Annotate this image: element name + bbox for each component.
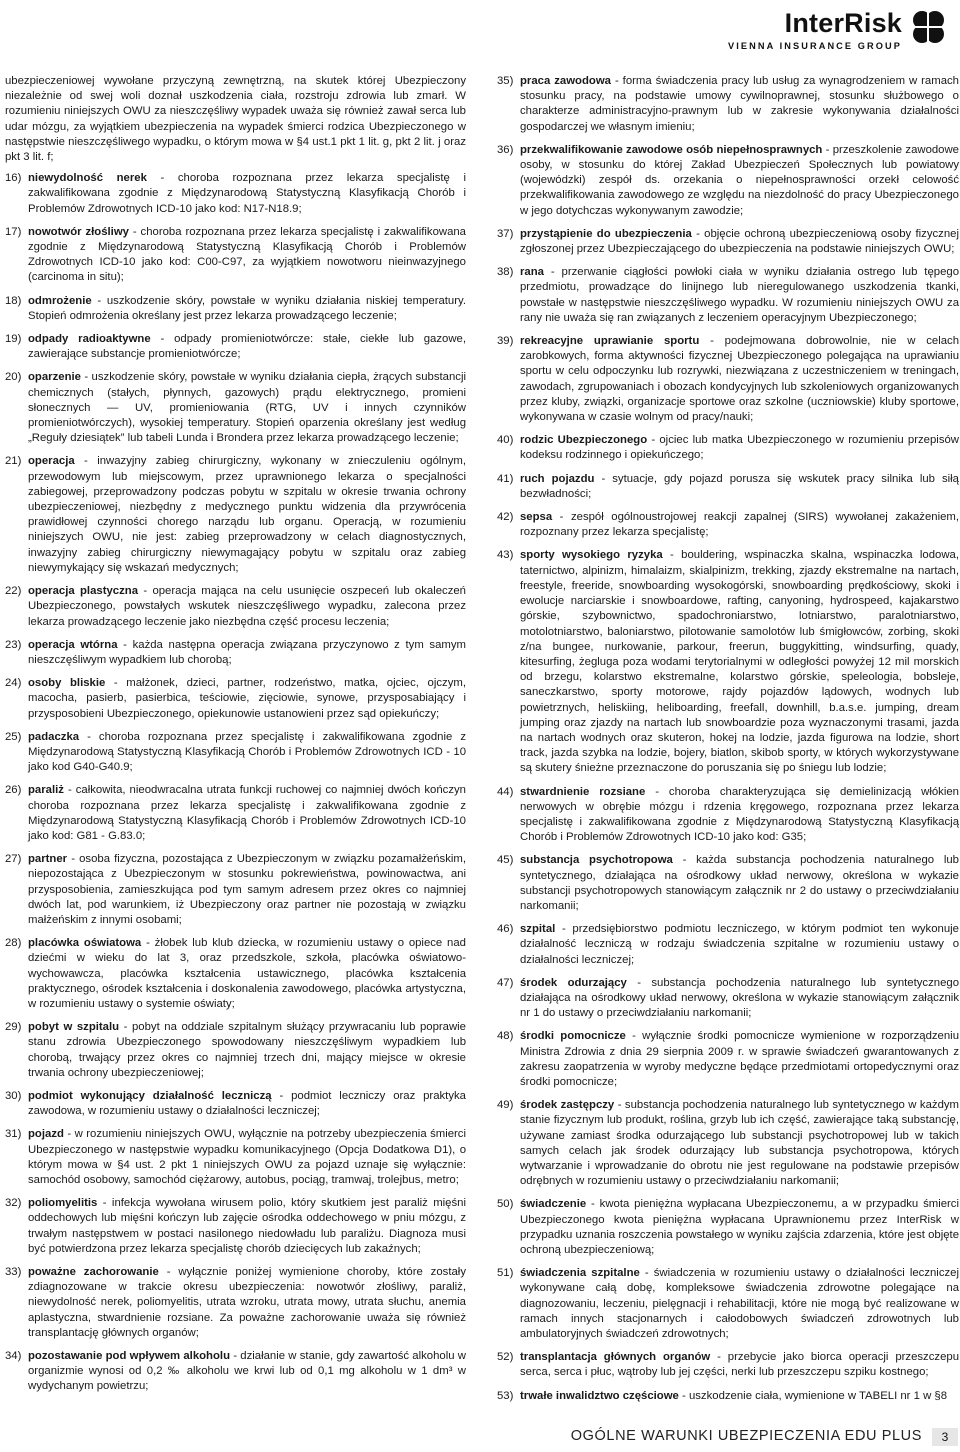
definition-number: 18)	[5, 294, 22, 307]
definition-body	[520, 976, 959, 1022]
definition-text: - wyłącznie środki pomocnicze wymienione w rozporządzeniu Ministra Zdrowia z dnia 29 sierpnia 2009 r. w sprawie świadczeń gwarantowanych z zakresu zaopatrzenia w wyroby medyczne będące przedmiotami ortopedycznymi oraz środki pomocnicze;	[520, 1030, 959, 1088]
definition-number: 37)	[497, 227, 514, 240]
definition-item	[5, 1349, 466, 1395]
definition-item	[5, 370, 466, 446]
definition-term: sporty wysokiego ryzyka	[520, 549, 663, 562]
definition-item	[497, 1197, 959, 1258]
definition-term: paraliż	[28, 784, 64, 797]
definition-body	[28, 1089, 466, 1119]
definition-body	[520, 472, 959, 502]
definition-body	[520, 1197, 959, 1258]
definition-item	[5, 1089, 466, 1119]
definition-body	[520, 265, 959, 326]
definition-item	[497, 853, 959, 914]
definition-body	[28, 171, 466, 217]
definition-item	[497, 334, 959, 425]
definition-number: 30)	[5, 1089, 22, 1102]
definition-text: - w rozumieniu niniejszych OWU, wyłącznie na potrzeby ubezpieczenia śmierci Ubezpieczonego w następstwie wypadku komunikacyjnego (Opcja Dodatkowa D1), o którym mowa w §4 ust. 2 pkt 1 niniejszych OWU za pojazd uznaje się wyłącznie: samochód osobowy, samochód ciężarowy, autobus, pociąg, tramwaj, trolejbus, metro;	[28, 1128, 466, 1186]
definition-text: - choroba rozpoznana przez lekarza specjalistę i zakwalifikowana zgodnie z Międzynarodową Statystyczną Klasyfikacją Chorób i Problemów Zdrowotnych ICD-10 jako kod: N17-N18.9;	[28, 172, 466, 215]
definition-text: - choroba rozpoznana przez specjalistę i zakwalifikowana zgodnie z Międzynarodową Statystyczną Klasyfikacją Chorób i Problemów Zdrowotnych ICD - 10 jako kod G40-G40.9;	[28, 730, 466, 774]
definition-term: ruch pojazdu	[520, 472, 595, 485]
definition-body	[520, 922, 959, 968]
definition-body	[28, 676, 466, 722]
definition-text: - ojciec lub matka Ubezpieczonego w rozumieniu przepisów kodeksu rodzinnego i opiekuńczego;	[520, 434, 959, 462]
definition-item	[497, 1029, 959, 1090]
definition-item	[497, 1266, 959, 1342]
definition-text: - sytuacje, gdy pojazd porusza się wskutek pracy silnika lub siłą bezwładności;	[520, 472, 959, 500]
definition-item	[497, 548, 959, 776]
definition-number: 32)	[5, 1197, 22, 1210]
definition-number: 45)	[497, 854, 514, 867]
definition-text: - forma świadczenia pracy lub usług za wynagrodzeniem w ramach stosunku pracy, na podstawie umowy cywilnoprawnej, stosunku służbowego o charakterze administracyjno-prawnym lub w zakresie wykonywania działalności gospodarczej we własnym imieniu;	[520, 75, 959, 133]
definition-number: 36)	[497, 143, 514, 156]
definition-term: sepsa	[520, 511, 553, 524]
clover-logo-icon	[908, 8, 948, 48]
definition-number: 51)	[497, 1267, 514, 1280]
right-column	[497, 74, 959, 1412]
definition-body	[520, 1389, 959, 1404]
definition-term: operacja	[28, 455, 75, 468]
definition-body	[520, 433, 959, 463]
definition-term: podmiot wykonujący działalność leczniczą	[28, 1089, 272, 1102]
definition-number: 16)	[5, 172, 22, 185]
definition-text: - uszkodzenie ciała, wymienione w TABELI nr 1 w §8	[678, 1389, 948, 1402]
definition-term: niewydolność nerek	[28, 172, 147, 185]
definition-item	[5, 1196, 466, 1257]
definition-item	[5, 294, 466, 324]
definition-term: rodzic Ubezpieczonego	[520, 434, 648, 447]
definition-body	[28, 1127, 466, 1188]
definition-number: 43)	[497, 549, 514, 562]
definition-text: - całkowita, nieodwracalna utrata funkcji ruchowej co najmniej dwóch kończyn choroba rozpoznana przez lekarza specjalistę i zakwalifikowana zgodnie z Międzynarodową Statystyczną Klasyfikacją Chorób i Problemów Zdrowotnych ICD-10 jako kod: G81 - G.83.0;	[28, 784, 466, 842]
definition-number: 31)	[5, 1128, 22, 1141]
definition-item	[5, 1127, 466, 1188]
definition-item	[497, 976, 959, 1022]
definition-item	[497, 227, 959, 257]
definition-number: 24)	[5, 677, 22, 690]
definition-term: oparzenie	[28, 371, 81, 384]
definition-text: - przedsiębiorstwo podmiotu leczniczego, w którym podmiot ten wykonuje działalność leczniczą w rodzaju świadczenia szpitalne w rozumieniu ustawy o działalności leczniczej;	[520, 923, 959, 966]
definition-number: 27)	[5, 853, 22, 866]
definition-item	[497, 922, 959, 968]
definitions-list-right	[497, 74, 959, 1404]
brand-name: InterRisk	[784, 8, 902, 38]
definition-item	[5, 1265, 466, 1341]
definition-text: - operacja mająca na celu usunięcie oszpeceń lub okaleczeń Ubezpieczonego, powstałych wskutek nieszczęśliwego wypadku, zalecona przez lekarza prowadzącego leczenie jako niezbędna część procesu leczenia;	[28, 585, 466, 628]
definition-body	[28, 294, 466, 324]
definition-text: - zespół ogólnoustrojowej reakcji zapalnej (SIRS) wywołanej zakażeniem, rozpoznany przez lekarza specjalistę;	[520, 511, 959, 539]
definition-number: 19)	[5, 333, 22, 346]
definition-item	[497, 265, 959, 326]
definition-term: osoby bliskie	[28, 677, 106, 690]
definition-text: - bouldering, wspinaczka skalna, wspinaczka lodowa, taternictwo, alpinizm, himalaizm, skialpinizm, trekking, zjazdy ekstremalne na nartach, freestyle, freeride, snowboarding wysokogórski, snowboarding prędkościowy, skoki i ewolucje narciarskie i snowboardowe, rafting, canyoning, hydrospeed, kajakarstwo górskie, szybownictwo, spadochroniarstwo, lotniarstwo, paralotniarstwo, motolotniarstwo, baloniarstwo, pilotowanie samolotów lub śmigłowców, zorbing, skoki z/na bungee, nurkowanie, parkour, freerun, buggykitting, windsurfing, quady, kitesurfing, żegluga poza wodami terytorialnymi w odległości powyżej 12 mil morskich od brzegu, kolarstwo ekstremalne, kolarstwo górskie, speleologia, bobsleje, saneczkarstwo, sporty motorowe, rajdy pojazdów lądowych, wodnych lub powietrznych, heliskiing, heliboarding, freefall, downhill, b.a.s.e. jumping, dream jumping oraz zjazdy na nartach lub snowboardzie poza wyznaczonymi trasami, jazda na nartach wodnych oraz skuteron, hokej na lodzie, jazda figurowa na lodzie, short track, jazda szybka na lodzie, bojery, biatlon, skibob sporty, w których wykorzystywane są skutery śnieżne przeznaczone do poruszania się po śniegu lub lodzie;	[520, 549, 959, 775]
definition-item	[497, 1098, 959, 1189]
definition-text: - podmiot leczniczy oraz praktyka zawodowa, w rozumieniu ustawy o działalności leczniczej;	[28, 1089, 466, 1118]
definition-number: 23)	[5, 638, 22, 651]
definition-number: 42)	[497, 511, 514, 524]
definition-term: środki pomocnicze	[520, 1030, 626, 1043]
definition-item	[497, 785, 959, 846]
definition-body	[28, 1020, 466, 1081]
definition-term: poliomyelitis	[28, 1197, 98, 1210]
definition-term: świadczenia szpitalne	[520, 1267, 640, 1280]
definition-body	[28, 584, 466, 630]
definition-term: operacja plastyczna	[28, 585, 138, 598]
definition-item	[497, 143, 959, 219]
definition-text: - pobyt na oddziale szpitalnym służący przywracaniu lub poprawie stanu zdrowia Ubezpieczonego spowodowany nieszczęśliwym wypadkiem lub chorobą, trwający przez okres co najmniej trzech dni, mający miejsce w okresie trwania ochrony ubezpieczeniowej;	[28, 1021, 466, 1079]
definition-term: poważne zachorowanie	[28, 1266, 159, 1279]
definition-text: - każda następna operacja związana przyczynowo z tym samym nieszczęśliwym wypadkiem lub chorobą;	[28, 638, 466, 666]
definition-body	[28, 1196, 466, 1257]
definition-number: 28)	[5, 937, 22, 950]
definition-number: 33)	[5, 1266, 22, 1279]
definition-term: rana	[520, 266, 544, 279]
definitions-list-left	[5, 171, 466, 1394]
definition-number: 20)	[5, 371, 22, 384]
definition-term: przekwalifikowanie zawodowe osób niepełnosprawnych	[520, 143, 823, 156]
left-column	[5, 74, 466, 1403]
definition-number: 35)	[497, 75, 514, 87]
definition-number: 17)	[5, 225, 22, 238]
definition-number: 44)	[497, 785, 514, 798]
definition-body	[28, 332, 466, 362]
definition-term: środek odurzający	[520, 976, 627, 989]
definition-item	[497, 1389, 959, 1404]
definition-term: świadczenie	[520, 1198, 587, 1211]
definition-body	[28, 936, 466, 1012]
definition-body	[28, 225, 466, 286]
definition-item	[5, 171, 466, 217]
definition-body	[28, 1265, 466, 1341]
definition-number: 26)	[5, 784, 22, 797]
definition-number: 41)	[497, 472, 514, 485]
definition-term: praca zawodowa	[520, 75, 611, 87]
definition-text: - uszkodzenie skóry, powstałe w wyniku działania ciepła, żrących substancji chemicznych (stałych, płynnych, gazowych) prądu elektrycznego, promieni słonecznych — UV, promieniowania (RTG, UV i innych czynników promieniotwórczych), wysokiej temperatury. Stopień oparzenia określany jest według „Reguły dziesiątek” lub tabeli Lunda i Brondera przez lekarza prowadzącego leczenie;	[28, 371, 466, 445]
definition-body	[520, 548, 959, 776]
definition-item	[5, 1020, 466, 1081]
definition-number: 46)	[497, 923, 514, 936]
definition-term: pobyt w szpitalu	[28, 1021, 120, 1034]
definition-text: - choroba charakteryzująca się demielinizacją włókien nerwowych w obrębie mózgu i rdzenia kręgowego, rozpoznana przez lekarza specjalistę i zakwalifikowana zgodnie z Międzynarodową Statystyczną Klasyfikacją Chorób i Problemów Zdrowotnych ICD-10 jako kod: G35;	[520, 785, 959, 844]
definition-number: 38)	[497, 266, 514, 279]
definition-term: padaczka	[28, 730, 80, 743]
definition-term: placówka oświatowa	[28, 937, 142, 950]
definition-body	[28, 370, 466, 446]
definition-number: 34)	[5, 1350, 22, 1363]
definition-term: środek zastępczy	[520, 1099, 615, 1112]
definition-term: rekreacyjne uprawianie sportu	[520, 335, 700, 348]
definition-text: - przebycie jako biorca operacji przeszczepu serca, serca i płuc, wątroby lub jej części, nerki lub przeszczepu szpiku kostnego;	[520, 1351, 959, 1379]
definition-number: 48)	[497, 1030, 514, 1043]
definition-body	[520, 1350, 959, 1380]
footer-title: OGÓLNE WARUNKI UBEZPIECZENIA EDU PLUS	[570, 1428, 922, 1444]
definition-body	[520, 143, 959, 219]
definition-body	[520, 1098, 959, 1189]
definition-body	[28, 638, 466, 668]
definition-item	[497, 472, 959, 502]
definition-body	[520, 785, 959, 846]
definition-term: partner	[28, 853, 68, 866]
definition-item	[5, 225, 466, 286]
definition-term: operacja wtórna	[28, 638, 118, 651]
definition-text: - żłobek lub klub dziecka, w rozumieniu ustawy o opiece nad dziećmi w wieku do lat 3, oraz przedszkole, szkoła, placówka oświatowo-wychowawcza, placówka kształcenia ustawicznego, placówka kształcenia praktycznego, ośrodek kształcenia i doskonalenia zawodowego, placówka artystyczna, w rozumieniu ustawy o systemie oświaty;	[28, 937, 466, 1010]
definition-term: pojazd	[28, 1128, 64, 1141]
definition-body	[520, 1029, 959, 1090]
definition-item	[5, 454, 466, 576]
definition-item	[497, 1350, 959, 1380]
definition-term: odmrożenie	[28, 294, 92, 307]
definition-item	[5, 730, 466, 776]
definition-term: substancja psychotropowa	[520, 854, 673, 867]
definition-body	[520, 853, 959, 914]
page-number: 3	[932, 1428, 958, 1446]
definition-number: 21)	[5, 455, 22, 468]
definition-text: - wyłącznie poniżej wymienione choroby, które zostały zdiagnozowane w trakcie okresu ubezpieczenia: nowotwór złośliwy, paraliż, niewydolność nerek, poliomyelitis, utrata wzroku, utrata mowy, utrata słuchu, anemia aplastyczna, stwardnienie rozsiane. Za poważne zachorowanie uważa się również transplantację głównych organów;	[28, 1266, 466, 1339]
page-footer	[0, 1426, 960, 1448]
definition-term: przystąpienie do ubezpieczenia	[520, 227, 692, 240]
definition-text: - substancja pochodzenia naturalnego lub syntetycznego działająca na ośrodkowy układ nerwowy, określona w wykazie stanowiącym załącznik nr 1 do ustawy o przeciwdziałaniu narkomanii;	[520, 976, 959, 1020]
definition-item	[5, 936, 466, 1012]
definition-text: - objęcie ochroną ubezpieczeniową osoby fizycznej zgłoszonej przez Ubezpieczającego do ubezpieczenia na podstawie niniejszych OWU;	[520, 227, 959, 256]
definition-term: transplantacja głównych organów	[520, 1351, 711, 1364]
interrisk-logo	[678, 6, 948, 56]
definition-item	[5, 676, 466, 722]
definition-body	[520, 510, 959, 540]
group-name: VIENNA INSURANCE GROUP	[728, 41, 902, 51]
definition-text: - infekcja wywołana wirusem polio, który skutkiem jest paraliż mięśni oddechowych lub mięśni kończyn lub zajęcie ośrodka oddechowego w pniu mózgu, z trwałym następstwem w postaci nasilonego niedowładu lub paraliżu. Diagnoza musi być potwierdzona przez lekarza specjalistę chorób dziecięcych lub zakaźnych;	[28, 1197, 466, 1255]
definition-term: odpady radioaktywne	[28, 333, 151, 346]
definition-text: - podejmowana dobrowolnie, nie w celach zarobkowych, forma aktywności fizycznej Ubezpieczonego polegająca na uprawianiu sportu w celu odpoczynku lub rozrywki, niezwiązana z uczestniczeniem w treningach, zawodach, zgrupowaniach i obozach kondycyjnych lub szkoleniowych organizowanych przez kluby, związki, organizacje sportowe oraz szkolne (uczniowskie) kluby sportowe, wykonywana w czasie wolnym od pracy/nauki;	[520, 335, 959, 424]
definition-number: 25)	[5, 730, 22, 743]
definition-text: - choroba rozpoznana przez lekarza specjalistę i zakwalifikowana zgodnie z Międzynarodową Statystyczną Klasyfikacją Chorób i Problemów Zdrowotnych ICD-10 jako kod: C00-C97, za wyjątkiem nowotworu nieinwazyjnego (carcinoma in situ);	[28, 225, 466, 284]
definition-term: szpital	[520, 923, 556, 936]
definition-text: - inwazyjny zabieg chirurgiczny, wykonany w zniecz​uleniu ogólnym, przewodowym lub miejscowym, przez uprawnionego lekarza o specjalności zabiegowej, przeprowadzony podczas pobytu w szpitalu w okresie trwania ochrony ubezpieczeniowej, niezbędny z medycznego punktu widzenia dla przywrócenia prawidłowej czynności chorego narządu lub organu. Operacją, w rozumieniu niniejszych OWU, nie jest: zabieg przeprowadzony w celach diagnostycznych, inwazyjny zabieg chirurgiczny niewymagający pobytu w szpitalu oraz zabieg niewymykający się wskazań medycznych;	[28, 455, 466, 574]
definition-number: 52)	[497, 1351, 514, 1364]
definition-item	[5, 332, 466, 362]
definition-item	[5, 584, 466, 630]
definition-body	[28, 730, 466, 776]
definition-text: - odpady promieniotwórcze: stałe, ciekłe lub gazowe, zawierające substancje promieniotwórcze;	[28, 333, 466, 361]
definition-item	[5, 852, 466, 928]
definition-number: 40)	[497, 434, 514, 447]
definition-number: 50)	[497, 1198, 514, 1211]
definition-text: - każda substancja pochodzenia naturalnego lub syntetycznego, działająca na ośrodkowy układ nerwowy, określona w wykazie substancji psychotropowych stanowiącym załącznik nr 2 do ustawy o przeciwdziałaniu narkomanii;	[520, 854, 959, 912]
definition-text: - działanie w stanie, gdy zawartość alkoholu w organizmie wynosi od 0,2 ‰ alkoholu we krwi lub od 0,1 mg alkoholu w 1 dm³ w wydychanym powietrzu;	[28, 1350, 466, 1393]
definition-number: 39)	[497, 335, 514, 348]
definition-body	[28, 852, 466, 928]
definition-body	[28, 783, 466, 844]
definition-number: 22)	[5, 585, 22, 598]
definition-term: trwałe inwalidztwo częściowe	[520, 1389, 679, 1402]
definition-text: - kwota pieniężna wypłacana Ubezpieczonemu, a w przypadku śmierci Ubezpieczonego kwota pieniężna wypłacana Uprawnionemu przez InterRisk w przypadku uznania roszczenia powstałego w wyniku zajścia zdarzenia, które jest objęte ochroną ubezpieczeniową;	[520, 1198, 959, 1257]
definition-number: 53)	[497, 1389, 514, 1402]
definition-item	[5, 638, 466, 668]
definition-body	[520, 334, 959, 425]
definition-term: nowotwór złośliwy	[28, 225, 129, 238]
definition-item	[497, 510, 959, 540]
definition-text: - osoba fizyczna, pozostająca z Ubezpieczonym w związku pozamałżeńskim, niepozostająca z Ubezpieczonym w stosunku pokrewieństwa, powinowactwa, ani przysposobienia, zamieszkująca pod tym samym adresem przez okres co najmniej dwóch lat, pod warunkiem, iż Ubezpieczony oraz partner nie pozostają w związku małżeńskim z innymi osobami;	[28, 853, 466, 926]
definition-item	[497, 433, 959, 463]
definition-body	[520, 1266, 959, 1342]
definition-term: stwardnienie rozsiane	[520, 785, 646, 798]
definition-body	[520, 227, 959, 257]
definition-number: 47)	[497, 976, 514, 989]
definition-number: 49)	[497, 1099, 514, 1112]
definition-text: - przeszkolenie zawodowe osoby, w stosunku do której Zakład Ubezpieczeń Społecznych lub powiatowy (wojewódzki) zespół ds. orzekania o niepełnosprawności orzekł celowość przekwalifikowania zawodowego ze względu na niezdolność do pracy Ubezpieczonego w jego dotychczas wykonywanym zawodzie;	[520, 143, 959, 217]
definition-item	[497, 74, 959, 135]
intro-paragraph: ubezpieczeniowej wywołane przyczyną zewnętrzną, na skutek której Ubezpieczony niezależnie od swej woli doznał uszkodzenia ciała, rozstroju zdrowia lub zmarł. W rozumieniu niniejszych OWU za nieszczęśliwy wypadek uważa się również zawał serca lub udar mózgu, za wyjątkiem ubezpieczenia na wypadek śmierci rodzica Ubezpieczonego w następstwie nieszczęśliwego wypadku, o którym mowa w §4 ust.1 pkt 1 lit. g, pkt 2 lit. j oraz pkt 3 lit. f;	[5, 75, 466, 164]
definition-term: pozostawanie pod wpływem alkoholu	[28, 1350, 230, 1363]
definition-body	[28, 1349, 466, 1395]
definition-text: - substancja pochodzenia naturalnego lub syntetycznego w każdym stanie fizycznym lub produkt, roślina, grzyb lub ich część, zawierające taką substancję, używane zamiast środka odurzającego lub substancji psychotropowej lub w takich samych celach jak środek odurzający lub substancja psychotropowa, których wytwarzanie i wprowadzanie do obrotu nie jest regulowane na podstawie przepisów odrębnych w rozumieniu ustawy o przeciwdziałaniu narkomanii;	[520, 1099, 960, 1188]
definition-text: - przerwanie ciągłości powłoki ciała w wyniku działania ostrego lub tępego przedmiotu, prowadzące do linijnego lub nieregulowanego uszkodzenia tkanki, powstałe w następstwie nieszczęśliwego wypadku. W rozumieniu niniejszych OWU za rany nie uważa się ran związanych z leczeniem operacyjnym Ubezpieczonego;	[520, 266, 959, 324]
definition-item	[5, 783, 466, 844]
definition-body	[28, 454, 466, 576]
definition-body	[520, 74, 959, 135]
definition-number: 29)	[5, 1021, 22, 1034]
definition-text: - uszkodzenie skóry, powstałe w wyniku działania niskiej temperatury. Stopień odmrożenia określany jest przez lekarza prowadzącego leczenie;	[28, 294, 466, 322]
definition-text: - świadczenia w rozumieniu ustawy o działalności leczniczej wykonywane całą dobę, kompleksowe świadczenia zdrowotne polegające na diagnozowaniu, leczeniu, pielęgnacji i rehabilitacji, które nie mogą być realizowane w ramach innych stacjonarnych i całodobowych świadczeń zdrowotnych lub ambulatoryjnych świadczeń zdrowotnych;	[520, 1267, 959, 1341]
definition-text: - małżonek, dzieci, partner, rodzeństwo, matka, ojciec, ojczym, macocha, pasierb, pasierbica, teściowie, zięciowie, synowe, przysposabiający i przysposobieni Ubezpieczonego, opiekunowie ustanowieni przez sąd opiekuńczy;	[28, 677, 466, 720]
